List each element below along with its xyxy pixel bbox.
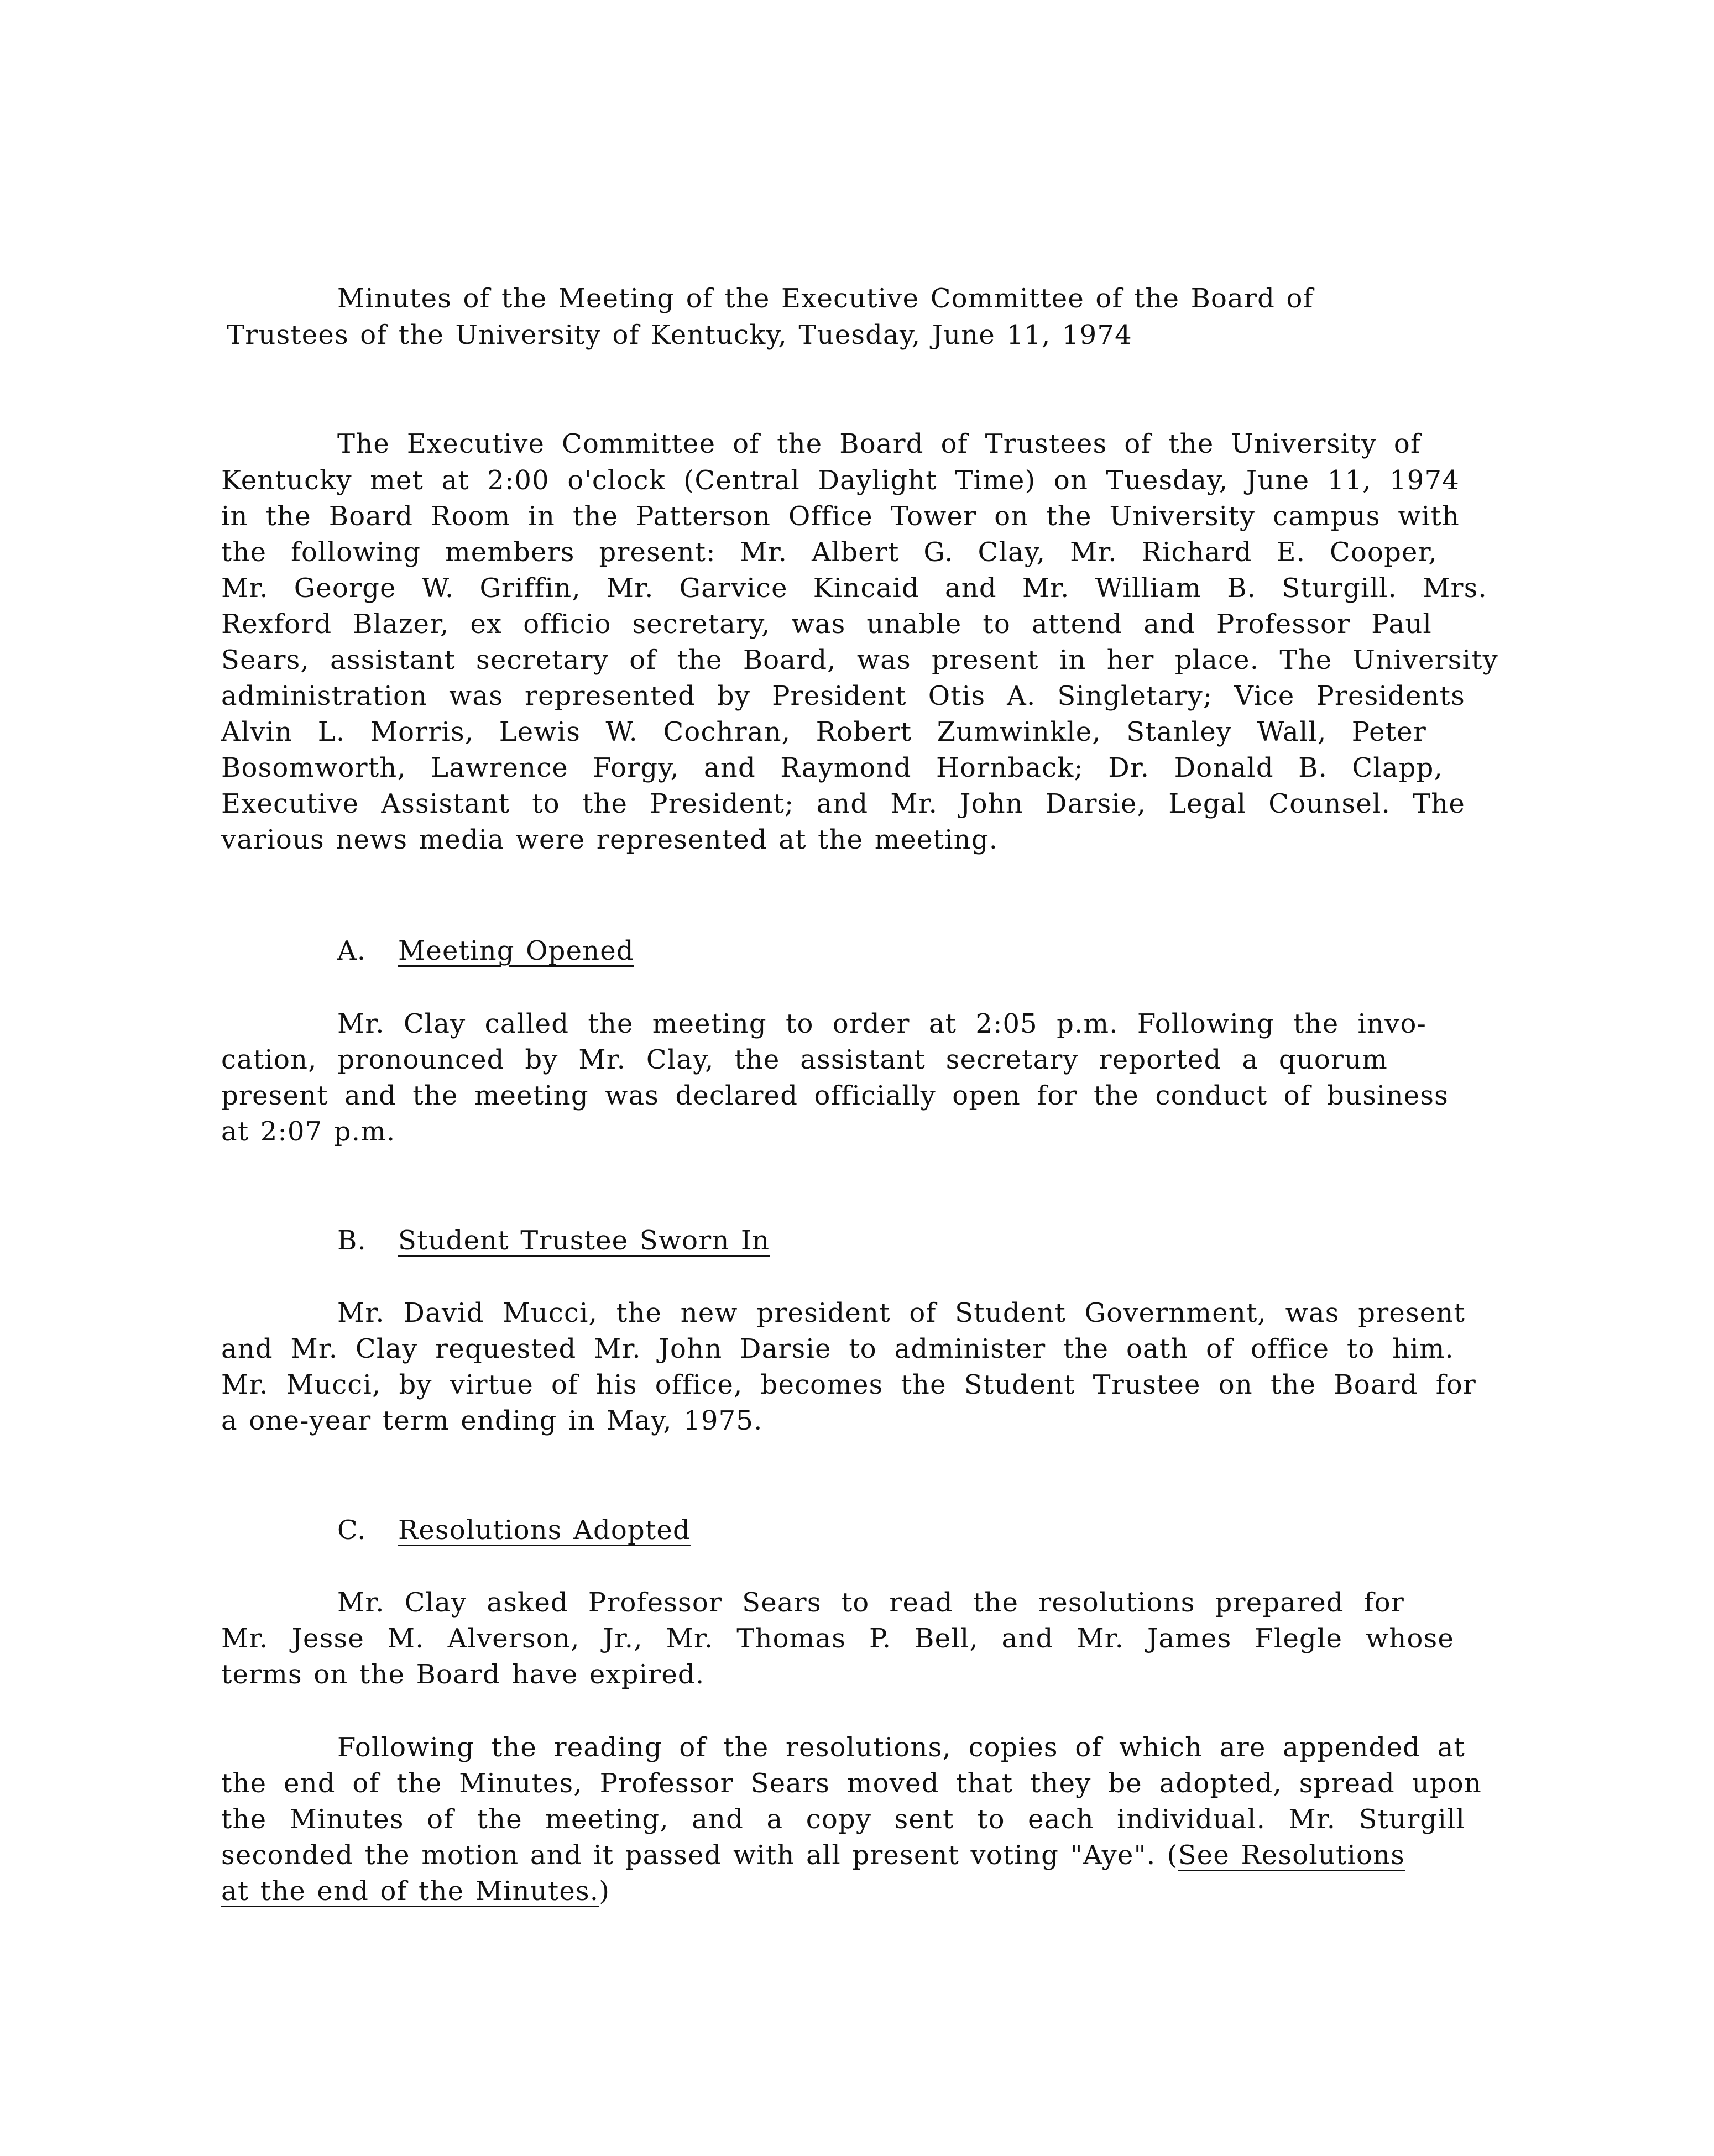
section-b-letter: B.	[337, 1225, 367, 1256]
section-b-line-1: Mr. David Mucci, the new president of Student Government, was present	[337, 1297, 1465, 1328]
section-c-p2-line-1: Following the reading of the resolutions, copies of which are appended at	[337, 1732, 1465, 1763]
section-a-letter: A.	[337, 935, 367, 966]
section-a-line-1: Mr. Clay called the meeting to order at 2:05 p.m. Following the invo-	[337, 1008, 1426, 1039]
intro-line-5: Mr. George W. Griffin, Mr. Garvice Kincaid and Mr. William B. Sturgill. Mrs.	[221, 573, 1487, 604]
section-a-line-2: cation, pronounced by Mr. Clay, the assistant secretary reported a quorum	[221, 1044, 1388, 1075]
closing-paren: )	[599, 1876, 610, 1907]
section-c-p2-line-5	[221, 1873, 1498, 1909]
title-line-1: Minutes of the Meeting of the Executive Committee of the Board of	[337, 283, 1314, 314]
intro-line-2: Kentucky met at 2:00 o'clock (Central Daylight Time) on Tuesday, June 11, 1974	[221, 465, 1460, 496]
intro-line-10: Bosomworth, Lawrence Forgy, and Raymond Hornback; Dr. Donald B. Clapp,	[221, 752, 1443, 783]
intro-line-8: administration was represented by President Otis A. Singletary; Vice Presidents	[221, 681, 1465, 711]
section-c-p2-line-3: the Minutes of the meeting, and a copy sent to each individual. Mr. Sturgill	[221, 1804, 1465, 1835]
intro-line-7: Sears, assistant secretary of the Board, was present in her place. The University	[221, 645, 1498, 676]
intro-line-6: Rexford Blazer, ex officio secretary, was unable to attend and Professor Paul	[221, 609, 1432, 640]
title-line-2: Trustees of the University of Kentucky, Tuesday, June 11, 1974	[227, 320, 1132, 350]
section-c-heading: Resolutions Adopted	[398, 1515, 691, 1546]
section-c-p2-line-2: the end of the Minutes, Professor Sears moved that they be adopted, spread upon	[221, 1768, 1482, 1799]
section-c-p2-line-4-text: seconded the motion and it passed with all present voting "Aye". (	[221, 1840, 1178, 1871]
section-c-p1-line-1: Mr. Clay asked Professor Sears to read the resolutions prepared for	[337, 1587, 1404, 1618]
intro-line-4: the following members present: Mr. Albert G. Clay, Mr. Richard E. Cooper,	[221, 537, 1438, 568]
section-b-line-4: a one-year term ending in May, 1975.	[221, 1405, 763, 1436]
section-c-letter: C.	[337, 1515, 367, 1546]
intro-line-1: The Executive Committee of the Board of Trustees of the University of	[337, 428, 1421, 459]
see-resolutions-reference: See Resolutions	[1178, 1840, 1405, 1871]
section-b-line-2: and Mr. Clay requested Mr. John Darsie to administer the oath of office to him.	[221, 1333, 1454, 1364]
intro-line-9: Alvin L. Morris, Lewis W. Cochran, Robert Zumwinkle, Stanley Wall, Peter	[221, 716, 1426, 747]
section-c-p2-line-4	[221, 1837, 1493, 1874]
section-b-heading: Student Trustee Sworn In	[398, 1225, 770, 1256]
section-c-p1-line-3: terms on the Board have expired.	[221, 1659, 705, 1690]
section-a-line-3: present and the meeting was declared officially open for the conduct of business	[221, 1080, 1449, 1111]
section-a-line-4: at 2:07 p.m.	[221, 1116, 396, 1147]
intro-line-11: Executive Assistant to the President; and Mr. John Darsie, Legal Counsel. The	[221, 788, 1465, 819]
section-b-line-3: Mr. Mucci, by virtue of his office, becomes the Student Trustee on the Board for	[221, 1369, 1476, 1400]
intro-line-12: various news media were represented at the meeting.	[221, 824, 999, 855]
intro-line-3: in the Board Room in the Patterson Office Tower on the University campus with	[221, 501, 1460, 532]
section-a-heading: Meeting Opened	[398, 935, 634, 966]
section-c-p1-line-2: Mr. Jesse M. Alverson, Jr., Mr. Thomas P. Bell, and Mr. James Flegle whose	[221, 1623, 1454, 1654]
end-of-minutes-reference: at the end of the Minutes.	[221, 1876, 599, 1907]
